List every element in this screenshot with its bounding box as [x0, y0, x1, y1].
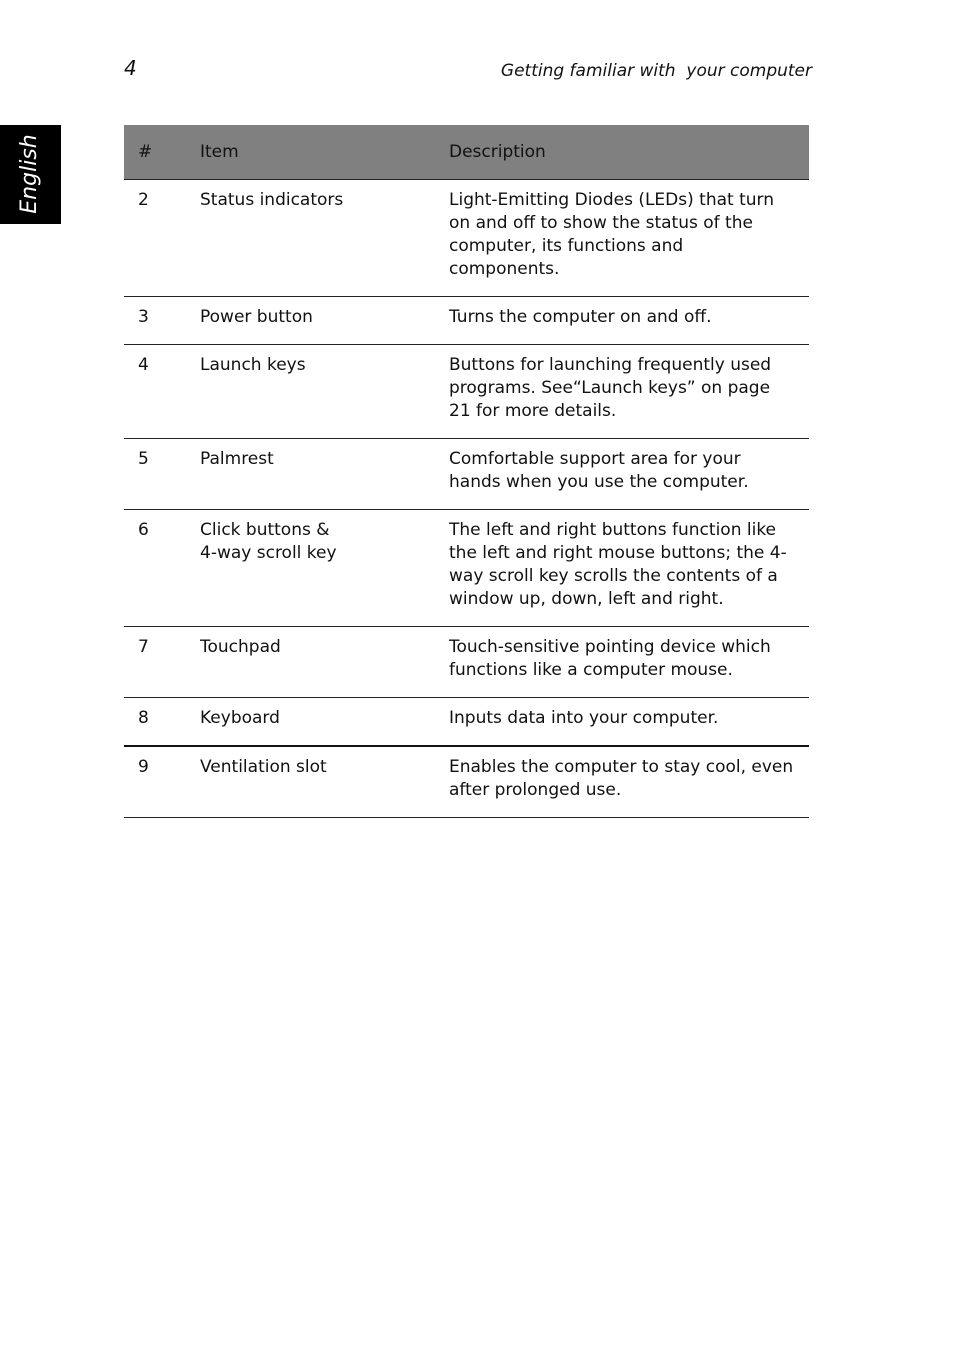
table-row: [124, 297, 809, 345]
column-header-description: Description: [449, 125, 809, 180]
table-row: [124, 180, 809, 297]
row-description: Turns the computer on and off.: [449, 297, 809, 345]
row-item-line: Power button: [200, 307, 313, 327]
components-table: [124, 125, 809, 818]
table-row: [124, 510, 809, 627]
row-item: [200, 439, 449, 510]
row-number: 4: [124, 345, 200, 439]
row-description: Inputs data into your computer.: [449, 698, 809, 747]
table-row: [124, 698, 809, 747]
column-header-number: #: [124, 125, 200, 180]
row-item-line: Palmrest: [200, 449, 274, 469]
table-header-row: [124, 125, 809, 180]
row-item: [200, 345, 449, 439]
row-description: The left and right buttons function like the left and right mouse buttons; the 4-way scroll key scrolls the contents of a window up, down, left and right.: [449, 510, 809, 627]
row-description: Light-Emitting Diodes (LEDs) that turn on and off to show the status of the computer, its functions and components.: [449, 180, 809, 297]
row-number: 6: [124, 510, 200, 627]
row-item-line: Ventilation slot: [200, 757, 327, 777]
row-number: 3: [124, 297, 200, 345]
row-item: [200, 746, 449, 818]
table-row: [124, 746, 809, 818]
row-description: Buttons for launching frequently used programs. See“Launch keys” on page 21 for more details.: [449, 345, 809, 439]
row-item: [200, 627, 449, 698]
row-item: [200, 698, 449, 747]
row-item: [200, 510, 449, 627]
row-item-line: Click buttons &: [200, 520, 330, 540]
row-item: [200, 180, 449, 297]
table-row: [124, 627, 809, 698]
row-number: 5: [124, 439, 200, 510]
row-number: 7: [124, 627, 200, 698]
row-number: 8: [124, 698, 200, 747]
table-row: [124, 439, 809, 510]
row-description: Touch-sensitive pointing device which functions like a computer mouse.: [449, 627, 809, 698]
row-number: 9: [124, 746, 200, 818]
row-item-line: 4-way scroll key: [200, 543, 337, 563]
row-item-line: Status indicators: [200, 190, 344, 210]
running-header: Getting familiar with your computer: [500, 61, 812, 81]
row-item-line: Touchpad: [200, 637, 281, 657]
row-item-line: Keyboard: [200, 708, 280, 728]
row-description: Comfortable support area for your hands when you use the computer.: [449, 439, 809, 510]
row-description: Enables the computer to stay cool, even after prolonged use.: [449, 746, 809, 818]
column-header-item: Item: [200, 125, 449, 180]
row-item-line: Launch keys: [200, 355, 306, 375]
language-tab-label: English: [17, 134, 42, 214]
row-item: [200, 297, 449, 345]
row-number: 2: [124, 180, 200, 297]
language-tab: [0, 125, 61, 224]
page-number: 4: [124, 56, 137, 80]
table-row: [124, 345, 809, 439]
